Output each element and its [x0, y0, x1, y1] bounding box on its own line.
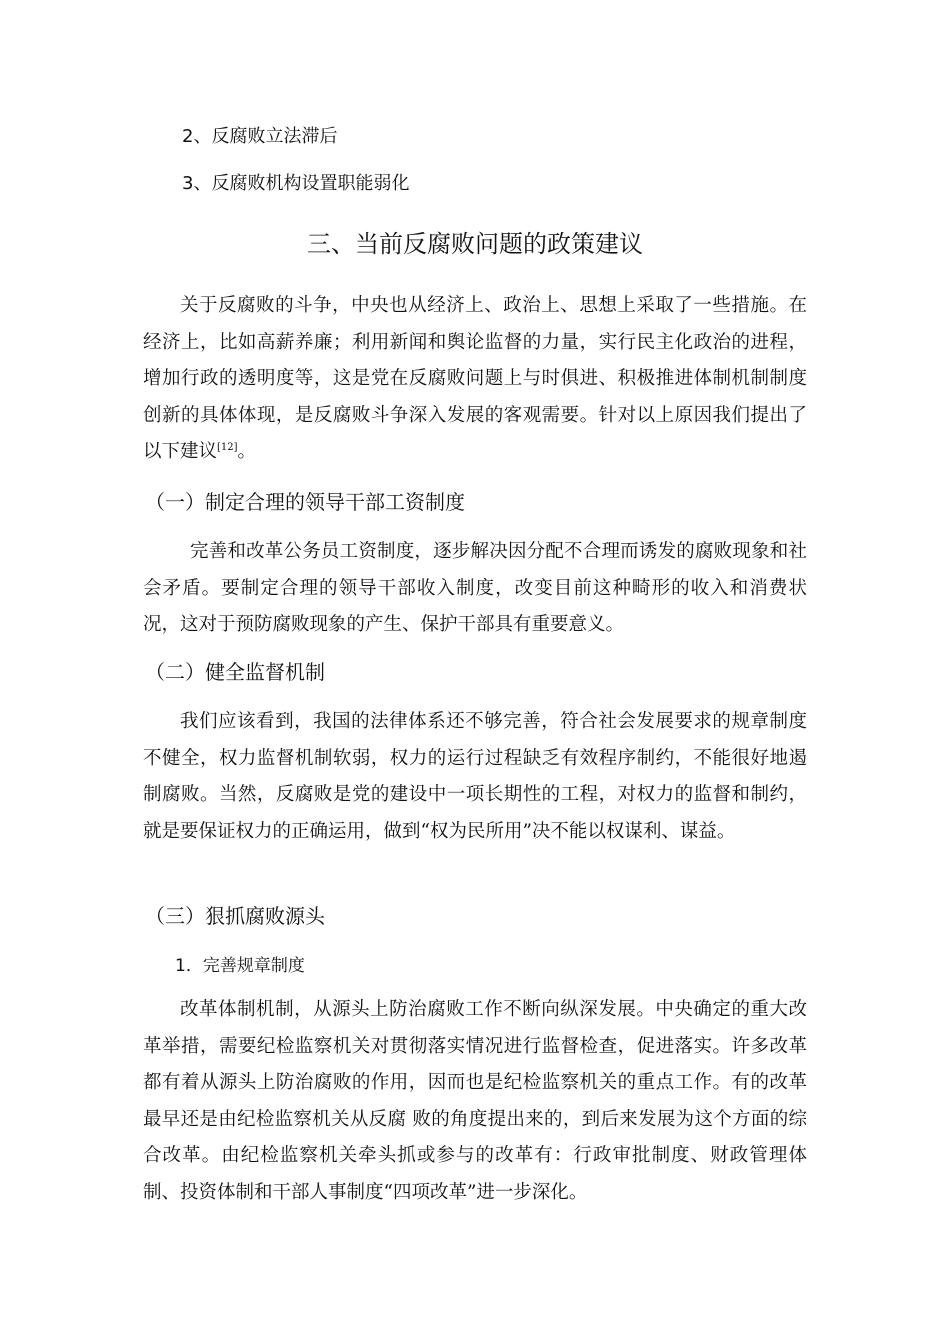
subsection-heading-3: （三）狠抓腐败源头 [145, 904, 325, 928]
subsection-paragraph-3: 改革体制机制，从源头上防治腐败工作不断向纵深发展。中央确定的重大改革举措，需要纪检监察机关对贯彻落实情况进行监督检查，促进落实。许多改革都有着从源头上防治腐败的作用，因而也是纪检监察机关的重点工作。有的改革最早还是由纪检监察机关从反腐 败的角度提出来的，到后来发展为这个方面的综合改革。由纪检监察机关牵头抓或参与的改革有：行政审批制度、财政管理体制、投资体制和干部人事制度“四项改革”进一步深化。 [143, 999, 807, 1203]
intro-paragraph-tail: 。 [237, 441, 257, 462]
subsection-heading-1: （一）制定合理的领导干部工资制度 [145, 490, 465, 514]
list-item: 2、反腐败立法滞后 [182, 126, 338, 147]
subsection-paragraph-1: 完善和改革公务员工资制度，逐步解决因分配不合理而诱发的腐败现象和社会矛盾。要制定合理的领导干部收入制度，改变目前这种畸形的收入和消费状况，这对于预防腐败现象的产生、保护干部具有重要意义。 [143, 541, 807, 635]
list-item: 3、反腐败机构设置职能弱化 [182, 173, 410, 194]
intro-paragraph-text: 关于反腐败的斗争，中央也从经济上、政治上、思想上采取了一些措施。在经济上，比如高薪养廉；利用新闻和舆论监督的力量，实行民主化政治的进程，增加行政的透明度等，这是党在反腐败问题上与时俱进、积极推进体制机制制度创新的具体体现，是反腐败斗争深入发展的客观需要。针对以上原因我们提出了以下建议 [143, 295, 807, 462]
subsection-heading-2: （二）健全监督机制 [145, 660, 325, 684]
intro-paragraph [143, 288, 807, 471]
section-title: 三、当前反腐败问题的政策建议 [307, 230, 643, 258]
subsection-subheading: 1．完善规章制度 [175, 956, 305, 976]
citation-ref: [12] [217, 441, 238, 453]
subsection-paragraph-2: 我们应该看到，我国的法律体系还不够完善，符合社会发展要求的规章制度不健全，权力监督机制软弱，权力的运行过程缺乏有效程序制约，不能很好地遏制腐败。当然，反腐败是党的建设中一项长期性的工程，对权力的监督和制约，就是要保证权力的正确运用，做到“权为民所用”决不能以权谋利、谋益。 [143, 711, 807, 842]
